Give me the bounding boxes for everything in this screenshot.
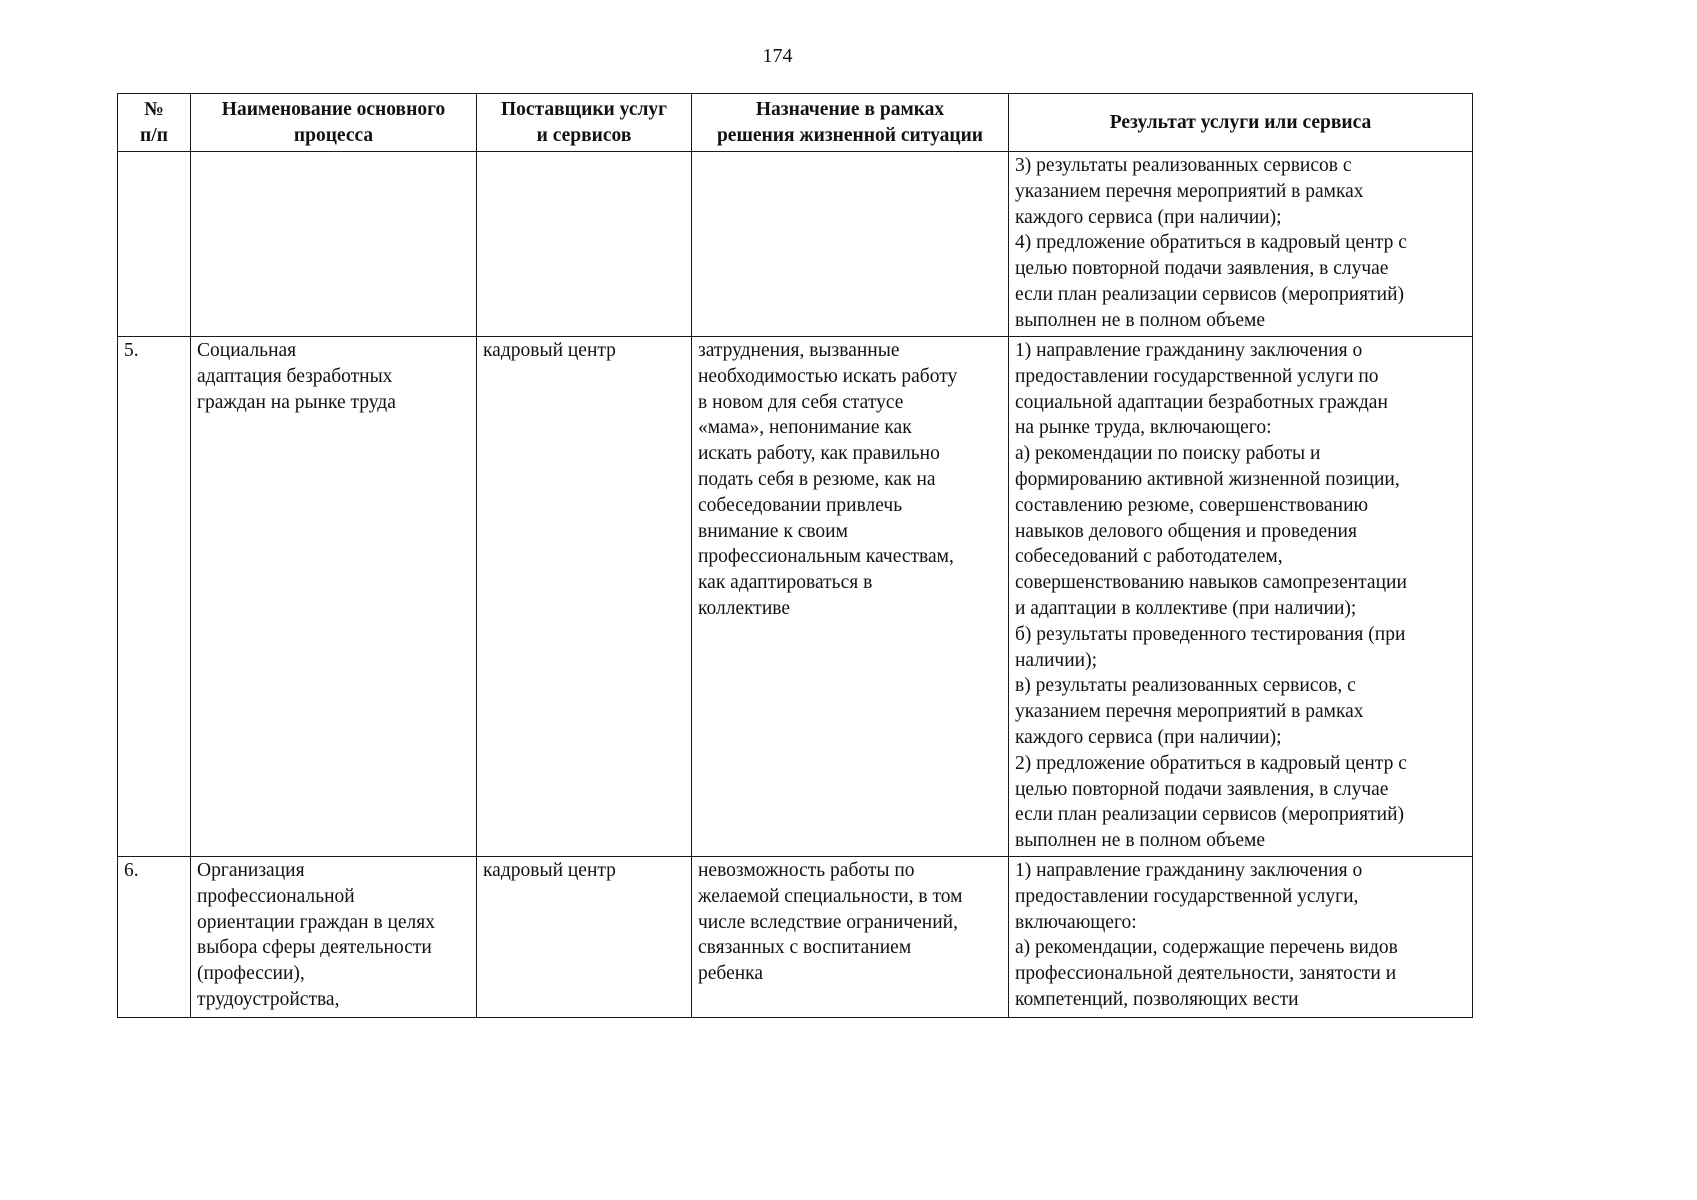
- cell-number: 5.: [118, 337, 191, 857]
- cell-providers: кадровый центр: [477, 337, 692, 857]
- cell-process: Организация профессиональной ориентации граждан в целях выбора сферы деятельности (профессии), трудоустройства,: [191, 857, 477, 1018]
- header-providers: Поставщики услуг и сервисов: [477, 94, 692, 152]
- cell-process: [191, 152, 477, 337]
- header-number: № п/п: [118, 94, 191, 152]
- table-header-row: [118, 94, 1473, 152]
- table-row: [118, 152, 1473, 337]
- header-purpose: Назначение в рамках решения жизненной ситуации: [692, 94, 1009, 152]
- cell-process: Социальная адаптация безработных граждан на рынке труда: [191, 337, 477, 857]
- cell-result: 1) направление гражданину заключения о предоставлении государственной услуги, включающего: а) рекомендации, содержащие перечень видов профессиональной деятельности, занятости и компетенций, позволяющих вести: [1009, 857, 1473, 1018]
- table-row: [118, 857, 1473, 1018]
- cell-purpose: [692, 152, 1009, 337]
- cell-number: 6.: [118, 857, 191, 1018]
- cell-providers: кадровый центр: [477, 857, 692, 1018]
- header-result: Результат услуги или сервиса: [1009, 94, 1473, 152]
- cell-result: 3) результаты реализованных сервисов с указанием перечня мероприятий в рамках каждого сервиса (при наличии); 4) предложение обратиться в кадровый центр с целью повторной подачи заявления, в случае если план реализации сервисов (мероприятий) выполнен не в полном объеме: [1009, 152, 1473, 337]
- process-table: [117, 93, 1473, 1018]
- header-process-name: Наименование основного процесса: [191, 94, 477, 152]
- cell-purpose: невозможность работы по желаемой специальности, в том числе вследствие ограничений, связанных с воспитанием ребенка: [692, 857, 1009, 1018]
- table-row: [118, 337, 1473, 857]
- cell-number: [118, 152, 191, 337]
- cell-purpose: затруднения, вызванные необходимостью искать работу в новом для себя статусе «мама», непонимание как искать работу, как правильно подать себя в резюме, как на собеседовании привлечь внимание к своим профессиональным качествам, как адаптироваться в коллективе: [692, 337, 1009, 857]
- page-number: 174: [762, 45, 793, 67]
- cell-result: 1) направление гражданину заключения о предоставлении государственной услуги по социальной адаптации безработных граждан на рынке труда, включающего: а) рекомендации по поиску работы и формированию активной жизненной позиции, составлению резюме, совершенствованию навыков делового общения и проведения собеседований с работодателем, совершенствованию навыков самопрезентации и адаптации в коллективе (при наличии); б) результаты проведенного тестирования (при наличии); в) результаты реализованных сервисов, с указанием перечня мероприятий в рамках каждого сервиса (при наличии); 2) предложение обратиться в кадровый центр с целью повторной подачи заявления, в случае если план реализации сервисов (мероприятий) выполнен не в полном объеме: [1009, 337, 1473, 857]
- cell-providers: [477, 152, 692, 337]
